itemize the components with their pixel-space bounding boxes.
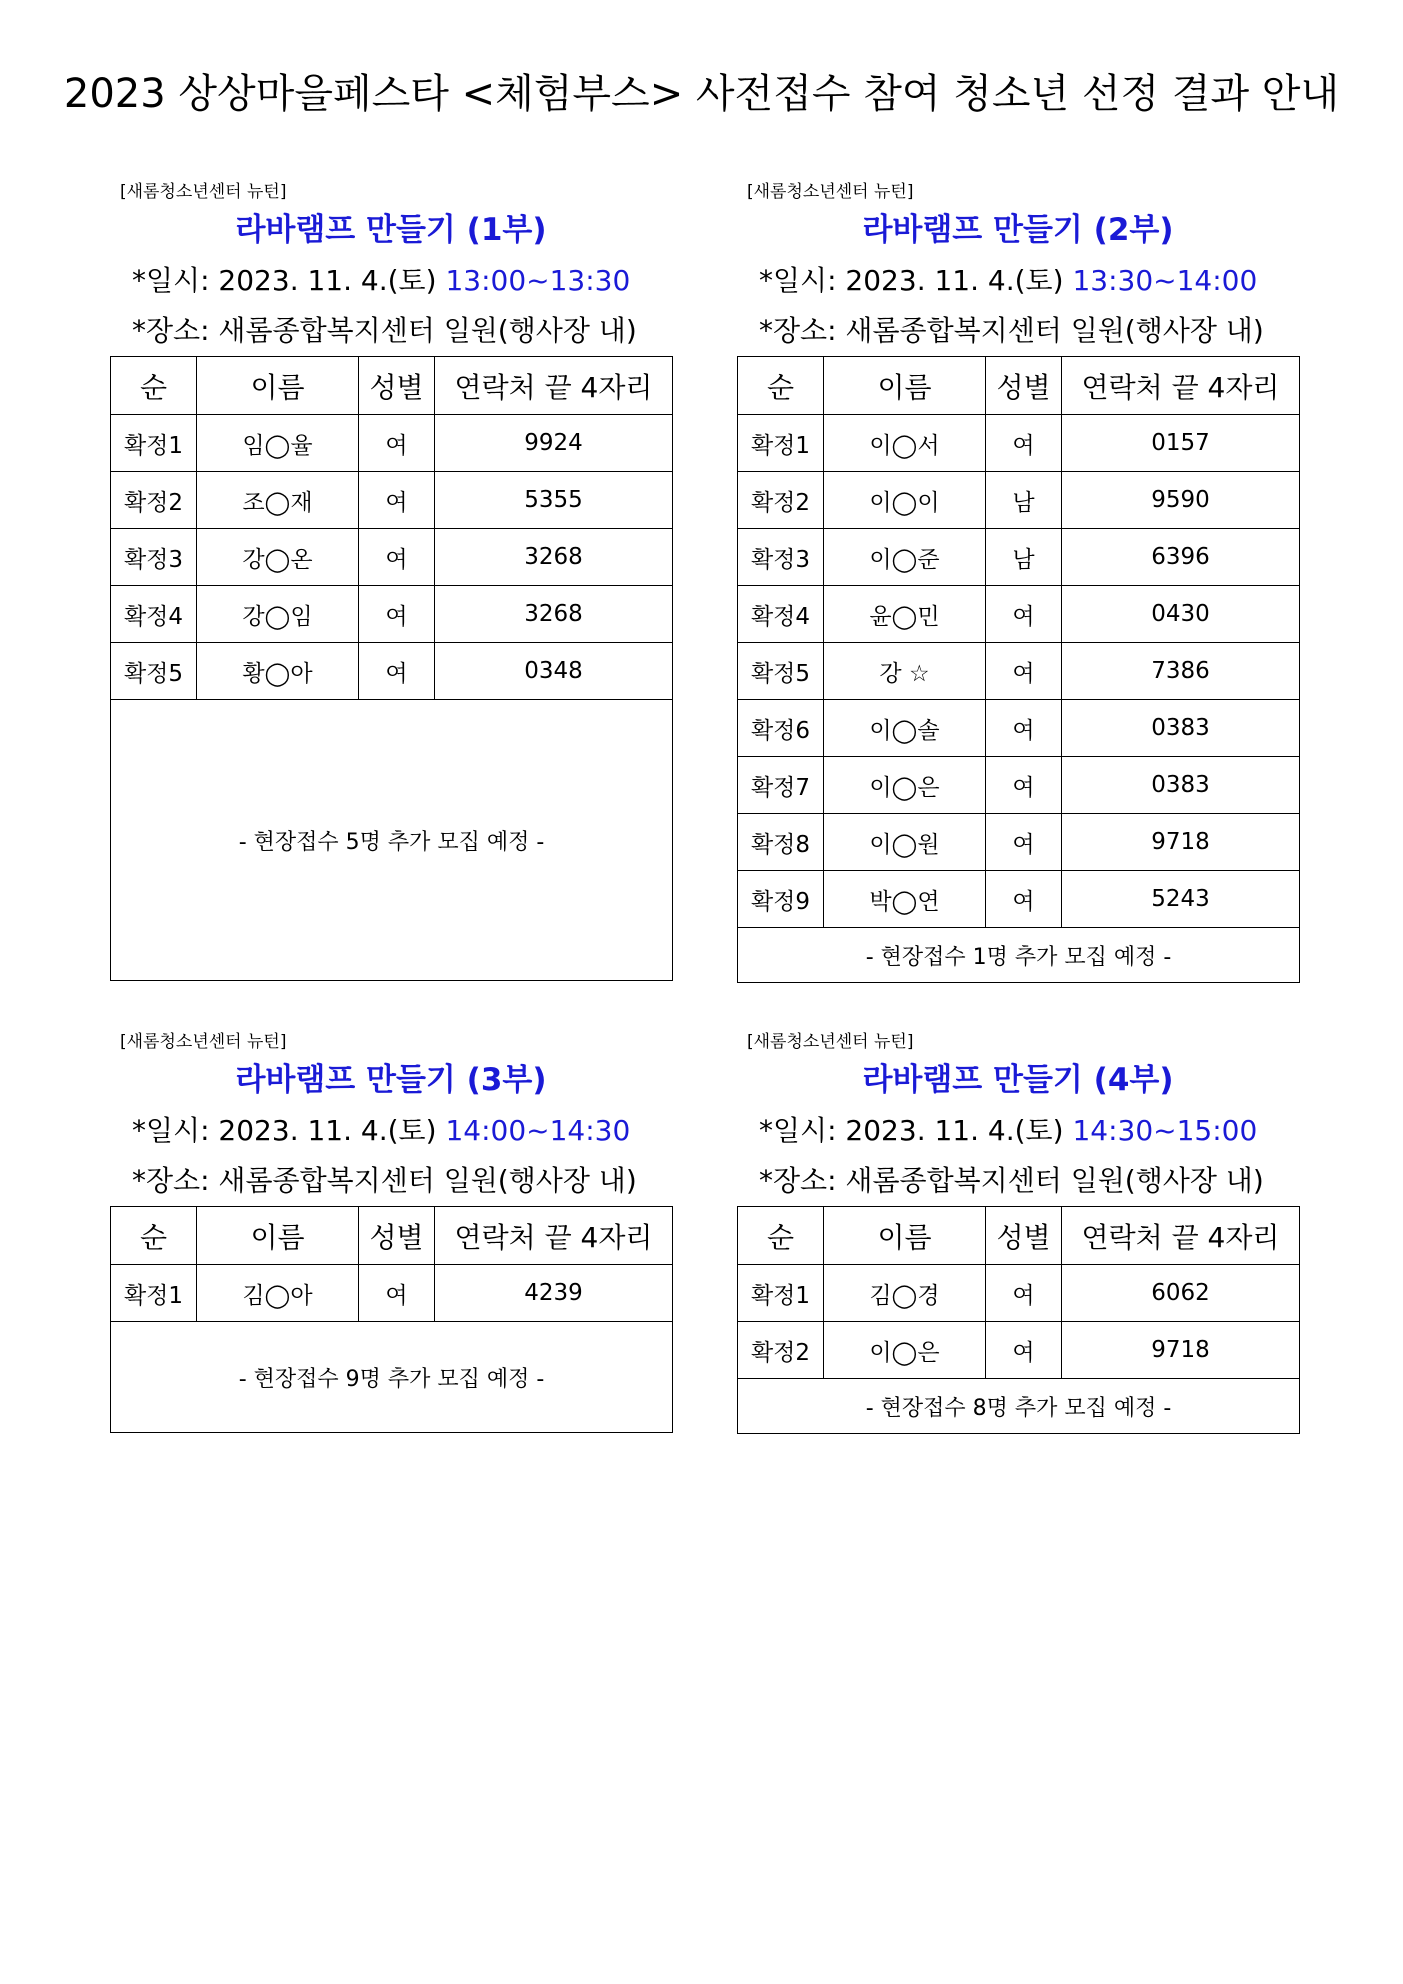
table-cell: 3268 [435,586,673,643]
center-label: [새롬청소년센터 뉴턴] [747,182,914,202]
table-cell: 박◯연 [824,871,986,928]
table-cell: 여 [359,1265,435,1322]
center-label: [새롬청소년센터 뉴턴] [747,1032,914,1052]
table-cell: 여 [986,1322,1062,1379]
col-header-name: 이름 [824,357,986,415]
col-header-gender: 성별 [359,357,435,415]
session-time: 13:30~14:00 [1072,264,1258,297]
col-header-order: 순 [111,357,197,415]
table-cell: 여 [359,415,435,472]
table-cell: 이◯은 [824,757,986,814]
session-title: 라바램프 만들기 (2부) [862,212,1174,248]
table-row [111,529,673,586]
table-cell: 여 [986,814,1062,871]
table-cell: 확정3 [738,529,824,586]
col-header-gender: 성별 [986,1207,1062,1265]
session-place: *장소: 새롬종합복지센터 일원(행사장 내) [759,314,1264,347]
session-place: *장소: 새롬종합복지센터 일원(행사장 내) [132,1164,637,1197]
table-cell: 조◯재 [197,472,359,529]
table-note-row [738,928,1300,983]
session-time: 13:00~13:30 [445,264,631,297]
table-cell: 확정6 [738,700,824,757]
walk-in-note: - 현장접수 1명 추가 모집 예정 - [738,928,1300,983]
table-cell: 확정5 [738,643,824,700]
table-row [738,1322,1300,1379]
table-cell: 4239 [435,1265,673,1322]
session-title: 라바램프 만들기 (4부) [862,1062,1174,1098]
table-cell: 확정2 [738,472,824,529]
table-cell: 6062 [1062,1265,1300,1322]
table-row [738,814,1300,871]
session-place: *장소: 새롬종합복지센터 일원(행사장 내) [759,1164,1264,1197]
center-label: [새롬청소년센터 뉴턴] [120,182,287,202]
table-cell: 확정2 [738,1322,824,1379]
table-cell: 확정7 [738,757,824,814]
table-cell: 확정3 [111,529,197,586]
table-cell: 확정1 [738,415,824,472]
session-date [737,256,1299,306]
session-date-text: *일시: 2023. 11. 4.(토) [132,264,437,297]
col-header-name: 이름 [197,357,359,415]
table-cell: 이◯원 [824,814,986,871]
table-row [738,415,1300,472]
table-header-row [738,357,1300,415]
session-2 [737,180,1299,983]
session-1 [110,180,672,981]
session-place: *장소: 새롬종합복지센터 일원(행사장 내) [132,314,637,347]
session-title: 라바램프 만들기 (1부) [235,212,547,248]
table-header-row [111,1207,673,1265]
table-cell: 확정1 [111,1265,197,1322]
table-cell: 이◯이 [824,472,986,529]
table-cell: 김◯아 [197,1265,359,1322]
table-cell: 강◯임 [197,586,359,643]
center-label: [새롬청소년센터 뉴턴] [120,1032,287,1052]
col-header-order: 순 [738,357,824,415]
table-cell: 여 [986,871,1062,928]
table-row [111,586,673,643]
table-row [738,1265,1300,1322]
table-cell: 확정8 [738,814,824,871]
table-cell: 0383 [1062,700,1300,757]
table-cell: 김◯경 [824,1265,986,1322]
table-row [111,643,673,700]
table-cell: 윤◯민 [824,586,986,643]
col-header-phone: 연락처 끝 4자리 [435,357,673,415]
table-header-row [738,1207,1300,1265]
table-row [111,1265,673,1322]
table-cell: 0157 [1062,415,1300,472]
table-cell: 6396 [1062,529,1300,586]
table-cell: 확정2 [111,472,197,529]
table-cell: 9924 [435,415,673,472]
table-cell: 확정1 [738,1265,824,1322]
table-row [738,529,1300,586]
roster-table [737,356,1300,983]
table-cell: 확정9 [738,871,824,928]
table-cell: 이◯솔 [824,700,986,757]
table-cell: 여 [359,586,435,643]
session-time: 14:00~14:30 [445,1114,631,1147]
col-header-name: 이름 [197,1207,359,1265]
table-cell: 여 [986,643,1062,700]
session-4 [737,1030,1299,1434]
session-date [110,256,672,306]
table-row [738,700,1300,757]
table-cell: 확정4 [738,586,824,643]
session-3 [110,1030,672,1433]
table-row [111,472,673,529]
table-note-row [738,1379,1300,1434]
table-row [738,472,1300,529]
table-cell: 여 [986,1265,1062,1322]
table-row [738,586,1300,643]
col-header-gender: 성별 [986,357,1062,415]
table-cell: 여 [359,472,435,529]
table-cell: 남 [986,529,1062,586]
table-row [738,757,1300,814]
table-note-row [111,700,673,981]
table-cell: 여 [986,415,1062,472]
table-cell: 강◯온 [197,529,359,586]
table-cell: 황◯아 [197,643,359,700]
table-cell: 5243 [1062,871,1300,928]
session-title: 라바램프 만들기 (3부) [235,1062,547,1098]
col-header-phone: 연락처 끝 4자리 [1062,357,1300,415]
col-header-order: 순 [111,1207,197,1265]
table-cell: 0348 [435,643,673,700]
session-date-text: *일시: 2023. 11. 4.(토) [759,264,1064,297]
table-cell: 임◯율 [197,415,359,472]
col-header-gender: 성별 [359,1207,435,1265]
session-date-text: *일시: 2023. 11. 4.(토) [132,1114,437,1147]
col-header-phone: 연락처 끝 4자리 [1062,1207,1300,1265]
table-cell: 확정1 [111,415,197,472]
table-header-row [111,357,673,415]
col-header-name: 이름 [824,1207,986,1265]
table-cell: 강 ☆ [824,643,986,700]
table-row [738,643,1300,700]
table-row [738,871,1300,928]
table-cell: 9718 [1062,1322,1300,1379]
col-header-phone: 연락처 끝 4자리 [435,1207,673,1265]
table-cell: 9718 [1062,814,1300,871]
col-header-order: 순 [738,1207,824,1265]
table-cell: 5355 [435,472,673,529]
table-cell: 7386 [1062,643,1300,700]
table-cell: 여 [359,529,435,586]
table-cell: 여 [986,757,1062,814]
session-date [737,1106,1299,1156]
session-time: 14:30~15:00 [1072,1114,1258,1147]
table-row [111,415,673,472]
table-cell: 확정5 [111,643,197,700]
roster-table [110,1206,673,1433]
table-cell: 이◯준 [824,529,986,586]
table-cell: 남 [986,472,1062,529]
page-title: 2023 상상마을페스타 <체험부스> 사전접수 참여 청소년 선정 결과 안내 [63,71,1340,117]
table-cell: 여 [986,700,1062,757]
walk-in-note: - 현장접수 8명 추가 모집 예정 - [738,1379,1300,1434]
table-cell: 여 [359,643,435,700]
table-cell: 9590 [1062,472,1300,529]
table-cell: 이◯은 [824,1322,986,1379]
walk-in-note: - 현장접수 5명 추가 모집 예정 - [111,700,673,981]
table-note-row [111,1322,673,1433]
table-cell: 0430 [1062,586,1300,643]
table-cell: 여 [986,586,1062,643]
session-date [110,1106,672,1156]
roster-table [737,1206,1300,1434]
table-cell: 3268 [435,529,673,586]
table-cell: 확정4 [111,586,197,643]
roster-table [110,356,673,981]
session-date-text: *일시: 2023. 11. 4.(토) [759,1114,1064,1147]
table-cell: 0383 [1062,757,1300,814]
walk-in-note: - 현장접수 9명 추가 모집 예정 - [111,1322,673,1433]
table-cell: 이◯서 [824,415,986,472]
